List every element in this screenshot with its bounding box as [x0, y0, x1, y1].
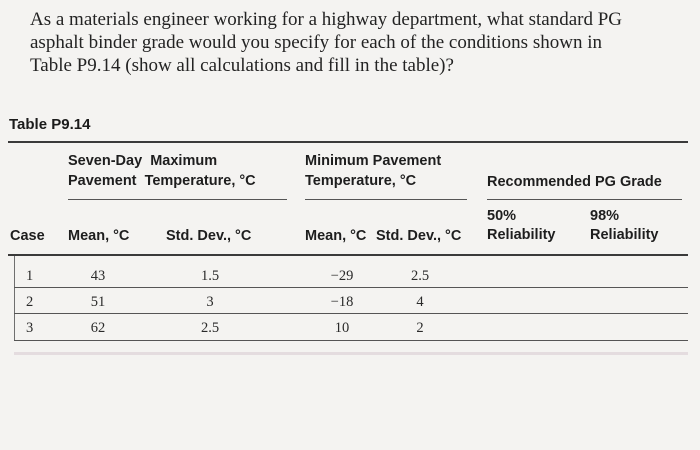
- header-recommended-grade: Recommended PG Grade: [487, 174, 662, 190]
- cell-case: 2: [26, 294, 34, 310]
- problem-line-1: As a materials engineer working for a highway department, what standard PG: [30, 9, 622, 30]
- problem-statement: [30, 8, 680, 77]
- cell-max-mean: 43: [90, 268, 106, 284]
- header-max-temp-line1: Seven-Day Maximum: [68, 153, 218, 169]
- header-max-temp-line2: Pavement Temperature, °C: [68, 173, 256, 189]
- max-group-rule: [68, 199, 287, 200]
- header-case: Case: [10, 228, 45, 244]
- cell-min-mean: 10: [334, 320, 350, 336]
- problem-line-3: Table P9.14 (show all calculations and fill in the table)?: [30, 55, 454, 76]
- min-group-rule: [305, 199, 467, 200]
- header-98-reliability-line2: Reliability: [590, 227, 659, 243]
- cell-max-std: 1.5: [200, 268, 220, 284]
- cell-case: 1: [26, 268, 34, 284]
- table-top-rule: [8, 141, 688, 143]
- header-min-mean: Mean, °C: [305, 228, 367, 244]
- header-max-std: Std. Dev., °C: [166, 228, 252, 244]
- page-color-band: [14, 352, 688, 355]
- cell-min-std: 2.5: [410, 268, 430, 284]
- header-min-temp-line2: Temperature, °C: [305, 173, 417, 189]
- problem-line-2: asphalt binder grade would you specify for each of the conditions shown in: [30, 32, 602, 53]
- table-bottom-rule: [14, 340, 688, 341]
- cell-min-mean: −29: [330, 268, 354, 284]
- header-min-temp-line1: Minimum Pavement: [305, 153, 442, 169]
- rec-group-rule: [487, 199, 682, 200]
- cell-max-mean: 51: [90, 294, 106, 310]
- cell-max-std: 2.5: [200, 320, 220, 336]
- header-max-mean: Mean, °C: [68, 228, 130, 244]
- header-bottom-rule: [8, 254, 688, 256]
- row-rule-2: [14, 313, 688, 314]
- table-title: Table P9.14: [9, 116, 91, 133]
- header-50-reliability-line2: Reliability: [487, 227, 556, 243]
- cell-max-std: 3: [206, 294, 214, 310]
- case-column-divider: [14, 256, 15, 340]
- cell-max-mean: 62: [90, 320, 106, 336]
- cell-min-mean: −18: [330, 294, 354, 310]
- header-50-reliability-line1: 50%: [487, 208, 517, 224]
- cell-min-std: 2: [416, 320, 424, 336]
- cell-min-std: 4: [416, 294, 424, 310]
- cell-case: 3: [26, 320, 34, 336]
- row-rule-1: [14, 287, 688, 288]
- header-98-reliability-line1: 98%: [590, 208, 620, 224]
- header-min-std: Std. Dev., °C: [376, 228, 462, 244]
